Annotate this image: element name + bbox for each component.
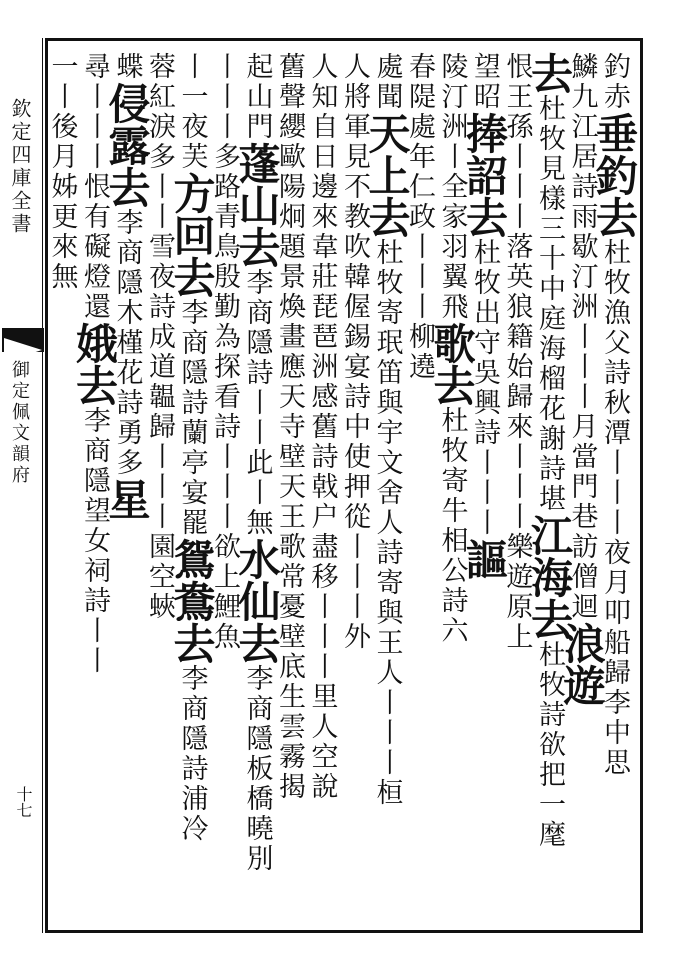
headword: 侵露去 bbox=[102, 82, 152, 208]
headword: 蓬山去 bbox=[232, 142, 282, 268]
text-segment: 李商隱木槿花詩勇多 bbox=[111, 208, 143, 478]
headword: 星 bbox=[102, 478, 152, 520]
text-segment: 年仁政丨丨丨柳遶 bbox=[404, 142, 435, 382]
margin-book-title: 御定佩文韻府 bbox=[9, 360, 30, 486]
text-segment: 舊聲纓歐陽炯題景煥畫應天寺壁天王歌常憂壁底生雲霧揭 bbox=[274, 52, 305, 802]
headword: 水仙去 bbox=[232, 538, 282, 664]
text-column bbox=[590, 52, 639, 922]
text-column bbox=[338, 52, 371, 922]
text-segment: 蓉紅淚多 bbox=[144, 52, 175, 172]
text-segment: 丨丨丨多路青鳥殷勤為探看 bbox=[209, 52, 240, 412]
headword: 江海去 bbox=[525, 514, 574, 640]
fishtail-wedge bbox=[4, 338, 42, 362]
text-column bbox=[232, 52, 282, 922]
text-segment: 處聞 bbox=[371, 52, 403, 112]
margin-title: 欽定四庫全書 bbox=[8, 98, 32, 236]
text-segment: 九江居詩雨歇汀洲丨丨丨月當門巷訪僧迴 bbox=[566, 82, 598, 622]
text-column bbox=[102, 52, 152, 922]
text-segment: 李商隱詩浦冷 bbox=[176, 664, 208, 844]
text-column bbox=[70, 52, 119, 922]
page-number: 十七 bbox=[14, 786, 33, 818]
text-segment: 杜牧漁父詩秋潭丨丨丨夜月叩船歸李中思 bbox=[599, 238, 630, 778]
text-segment: 釣赤 bbox=[599, 52, 630, 112]
text-segment: 起山門 bbox=[241, 52, 273, 142]
text-segment: 杜牧出守吳興詩丨丨丨 bbox=[469, 238, 500, 538]
headword: 歌去 bbox=[427, 322, 477, 406]
text-segment: 丨一夜芙 bbox=[176, 52, 208, 172]
text-segment: 人 bbox=[339, 52, 370, 82]
text-segment: 丨丨丨園空蛺 bbox=[144, 442, 175, 622]
text-segment: 丨丨丨恨有礙燈還 bbox=[79, 82, 110, 322]
text-column bbox=[460, 52, 509, 922]
text-segment: 恨王孫丨丨丨落英狼籍始歸來 bbox=[501, 52, 533, 442]
text-segment: 詩丨丨丨欲上鯉魚 bbox=[209, 412, 240, 652]
text-segment: 丨丨雪夜詩成道韞歸 bbox=[144, 172, 175, 442]
text-segment: 望昭 bbox=[469, 52, 500, 112]
text-column bbox=[167, 52, 217, 922]
headword: 浪遊 bbox=[557, 622, 607, 706]
text-segment: 杜牧見樣三十中庭海榴花謝詩堪 bbox=[534, 94, 565, 514]
text-segment: 蝶 bbox=[111, 52, 143, 82]
headword: 捧詔去 bbox=[460, 112, 509, 238]
headword: 天上去 bbox=[362, 112, 412, 238]
text-segment: 將軍見不教吹韓偓錫宴詩中使押從丨丨丨外 bbox=[339, 82, 370, 652]
text-column bbox=[557, 52, 607, 922]
headword: 去 bbox=[525, 52, 574, 94]
text-segment: 人知自日邊來韋莊琵琶洲感舊詩戟户盡移丨丨丨里人空說 bbox=[306, 52, 338, 802]
text-segment: 李商隱望女祠詩丨丨 bbox=[79, 406, 110, 676]
headword: 娥去 bbox=[70, 322, 119, 406]
text-segment: 陵 bbox=[436, 52, 468, 82]
text-segment: 李商隱板橋曉別 bbox=[241, 664, 273, 874]
text-segment: 李商隱詩丨丨此丨無 bbox=[241, 268, 273, 538]
text-column bbox=[427, 52, 477, 922]
text-segment: 杜牧詩欲把一麾 bbox=[534, 640, 565, 850]
text-segment: 丨丨丨樂遊原上 bbox=[501, 442, 533, 652]
text-segment: 汀洲丨全家羽翼飛 bbox=[436, 82, 468, 322]
text-column bbox=[525, 52, 574, 922]
headword: 垂釣去 bbox=[590, 112, 639, 238]
text-segment: 杜牧寄珉笛與宇文舍人詩寄與王人丨丨丨桓 bbox=[371, 238, 403, 808]
headword: 方回去 bbox=[167, 172, 217, 298]
text-segment: 春隄處 bbox=[404, 52, 435, 142]
text-segment: 鱗 bbox=[566, 52, 598, 82]
headword: 鴛鴦去 bbox=[167, 538, 217, 664]
margin-strip bbox=[2, 38, 43, 933]
text-column bbox=[45, 52, 78, 922]
headword: 謳 bbox=[460, 538, 509, 580]
text-segment: 一丨後月姊更來無 bbox=[46, 52, 78, 292]
text-segment: 杜牧寄牛相公詩六 bbox=[436, 406, 468, 646]
text-segment: 尋 bbox=[79, 52, 110, 82]
text-column bbox=[362, 52, 412, 922]
text-segment: 李商隱詩蘭亭宴罷 bbox=[176, 298, 208, 538]
text-column bbox=[305, 52, 338, 922]
